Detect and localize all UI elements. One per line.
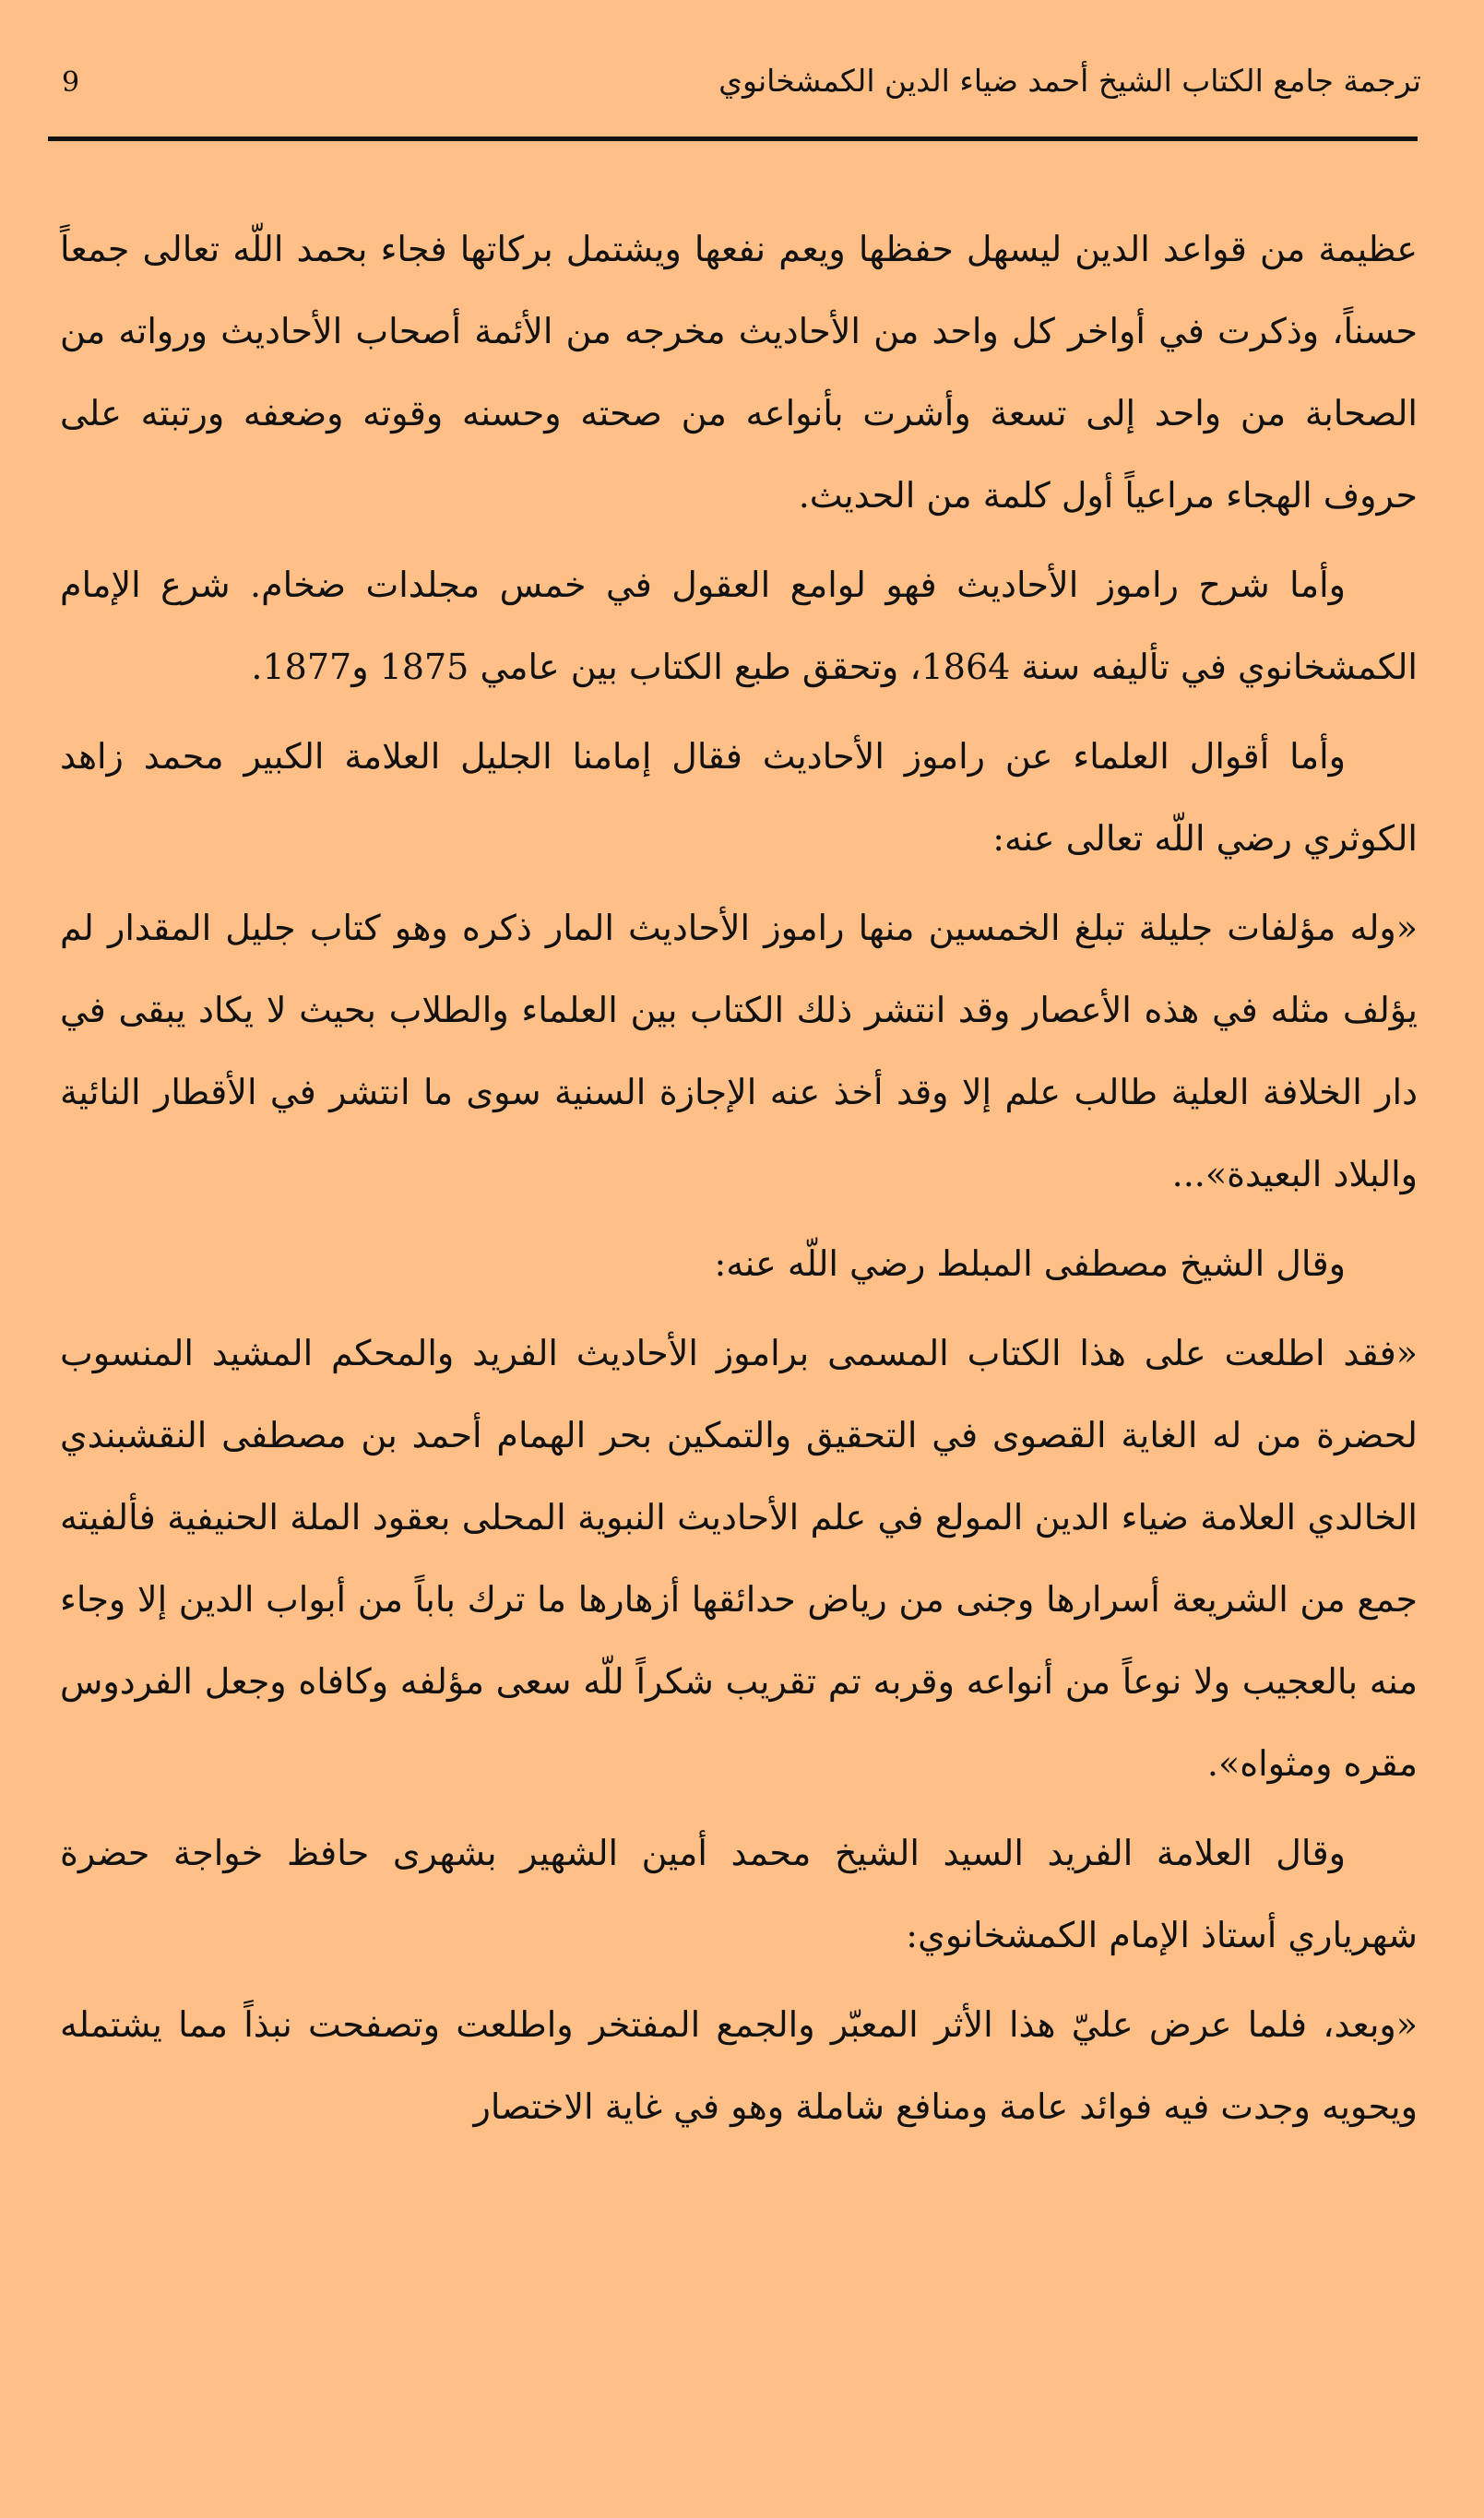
paragraph-scholars-intro: وأما أقوال العلماء عن راموز الأحاديث فقال إمامنا الجليل العلامة الكبير محمد زاهد الكوثري رضي اللّه تعالى عنه: (60, 736, 1418, 859)
quote-muballit: «فقد اطلعت على هذا الكتاب المسمى براموز الأحاديث الفريد والمحكم المشيد المنسوب لحضرة من له الغاية القصوى في التحقيق والتمكين بحر الهمام أحمد بن مصطفى النقشبندي الخالدي العلامة ضياء الدين المولع في علم الأحاديث النبوية المحلى بعقود الملة الحنيفية فألفيته جمع من الشريعة أسرارها وجنى من رياض حدائقها أزهارها ما ترك باباً من أبواب الدين إلا وجاء منه بالعجيب ولا نوعاً من أنواعه وقربه تم تقريب شكراً للّه سعى مؤلفه وكافاه وجعل الفردوس مقره ومثواه». (60, 1333, 1418, 1784)
running-title: ترجمة جامع الكتاب الشيخ أحمد ضياء الدين الكمشخانوي (718, 63, 1421, 99)
quote-kawthari: «وله مؤلفات جليلة تبلغ الخمسين منها راموز الأحاديث المار ذكره وهو كتاب جليل المقدار لم يؤلف مثله في هذه الأعصار وقد انتشر ذلك الكتاب بين العلماء والطلاب بحيث لا يكاد يبقى في دار الخلافة العلية طالب علم إلا وقد أخذ عنه الإجازة السنية سوى ما انتشر في الأقطار النائية والبلاد البعيدة»... (60, 908, 1418, 1194)
paragraph-muballit-intro: وقال الشيخ مصطفى المبلط رضي اللّه عنه: (714, 1243, 1346, 1284)
page-number: 9 (62, 66, 80, 99)
paragraph-commentary: وأما شرح راموز الأحاديث فهو لوامع العقول في خمس مجلدات ضخام. شرع الإمام الكمشخانوي في تأليفه سنة 1864، وتحقق طبع الكتاب بين عامي 1875 و1877. (60, 564, 1418, 687)
paragraph-amin-intro: وقال العلامة الفريد السيد الشيخ محمد أمين الشهير بشهرى حافظ خواجة حضرة شهرياري أستاذ الإمام الكمشخانوي: (60, 1833, 1418, 1955)
page-header (51, 57, 1421, 122)
header-divider (48, 137, 1418, 141)
paragraph-continuation: عظيمة من قواعد الدين ليسهل حفظها ويعم نفعها ويشتمل بركاتها فجاء بحمد اللّه تعالى جمعاً حسناً، وذكرت في أواخر كل واحد من الأحاديث مخرجه من الأئمة أصحاب الأحاديث ورواته من الصحابة من واحد إلى تسعة وأشرت بأنواعه من صحته وحسنه وقوته وضعفه ورتبته على حروف الهجاء مراعياً أول كلمة من الحديث. (60, 229, 1418, 516)
page-body (60, 208, 1418, 2148)
quote-amin: «وبعد، فلما عرض عليّ هذا الأثر المعبّر والجمع المفتخر واطلعت وتصفحت نبذاً مما يشتمله ويحويه وجدت فيه فوائد عامة ومنافع شاملة وهو في غاية الاختصار (60, 2004, 1418, 2127)
